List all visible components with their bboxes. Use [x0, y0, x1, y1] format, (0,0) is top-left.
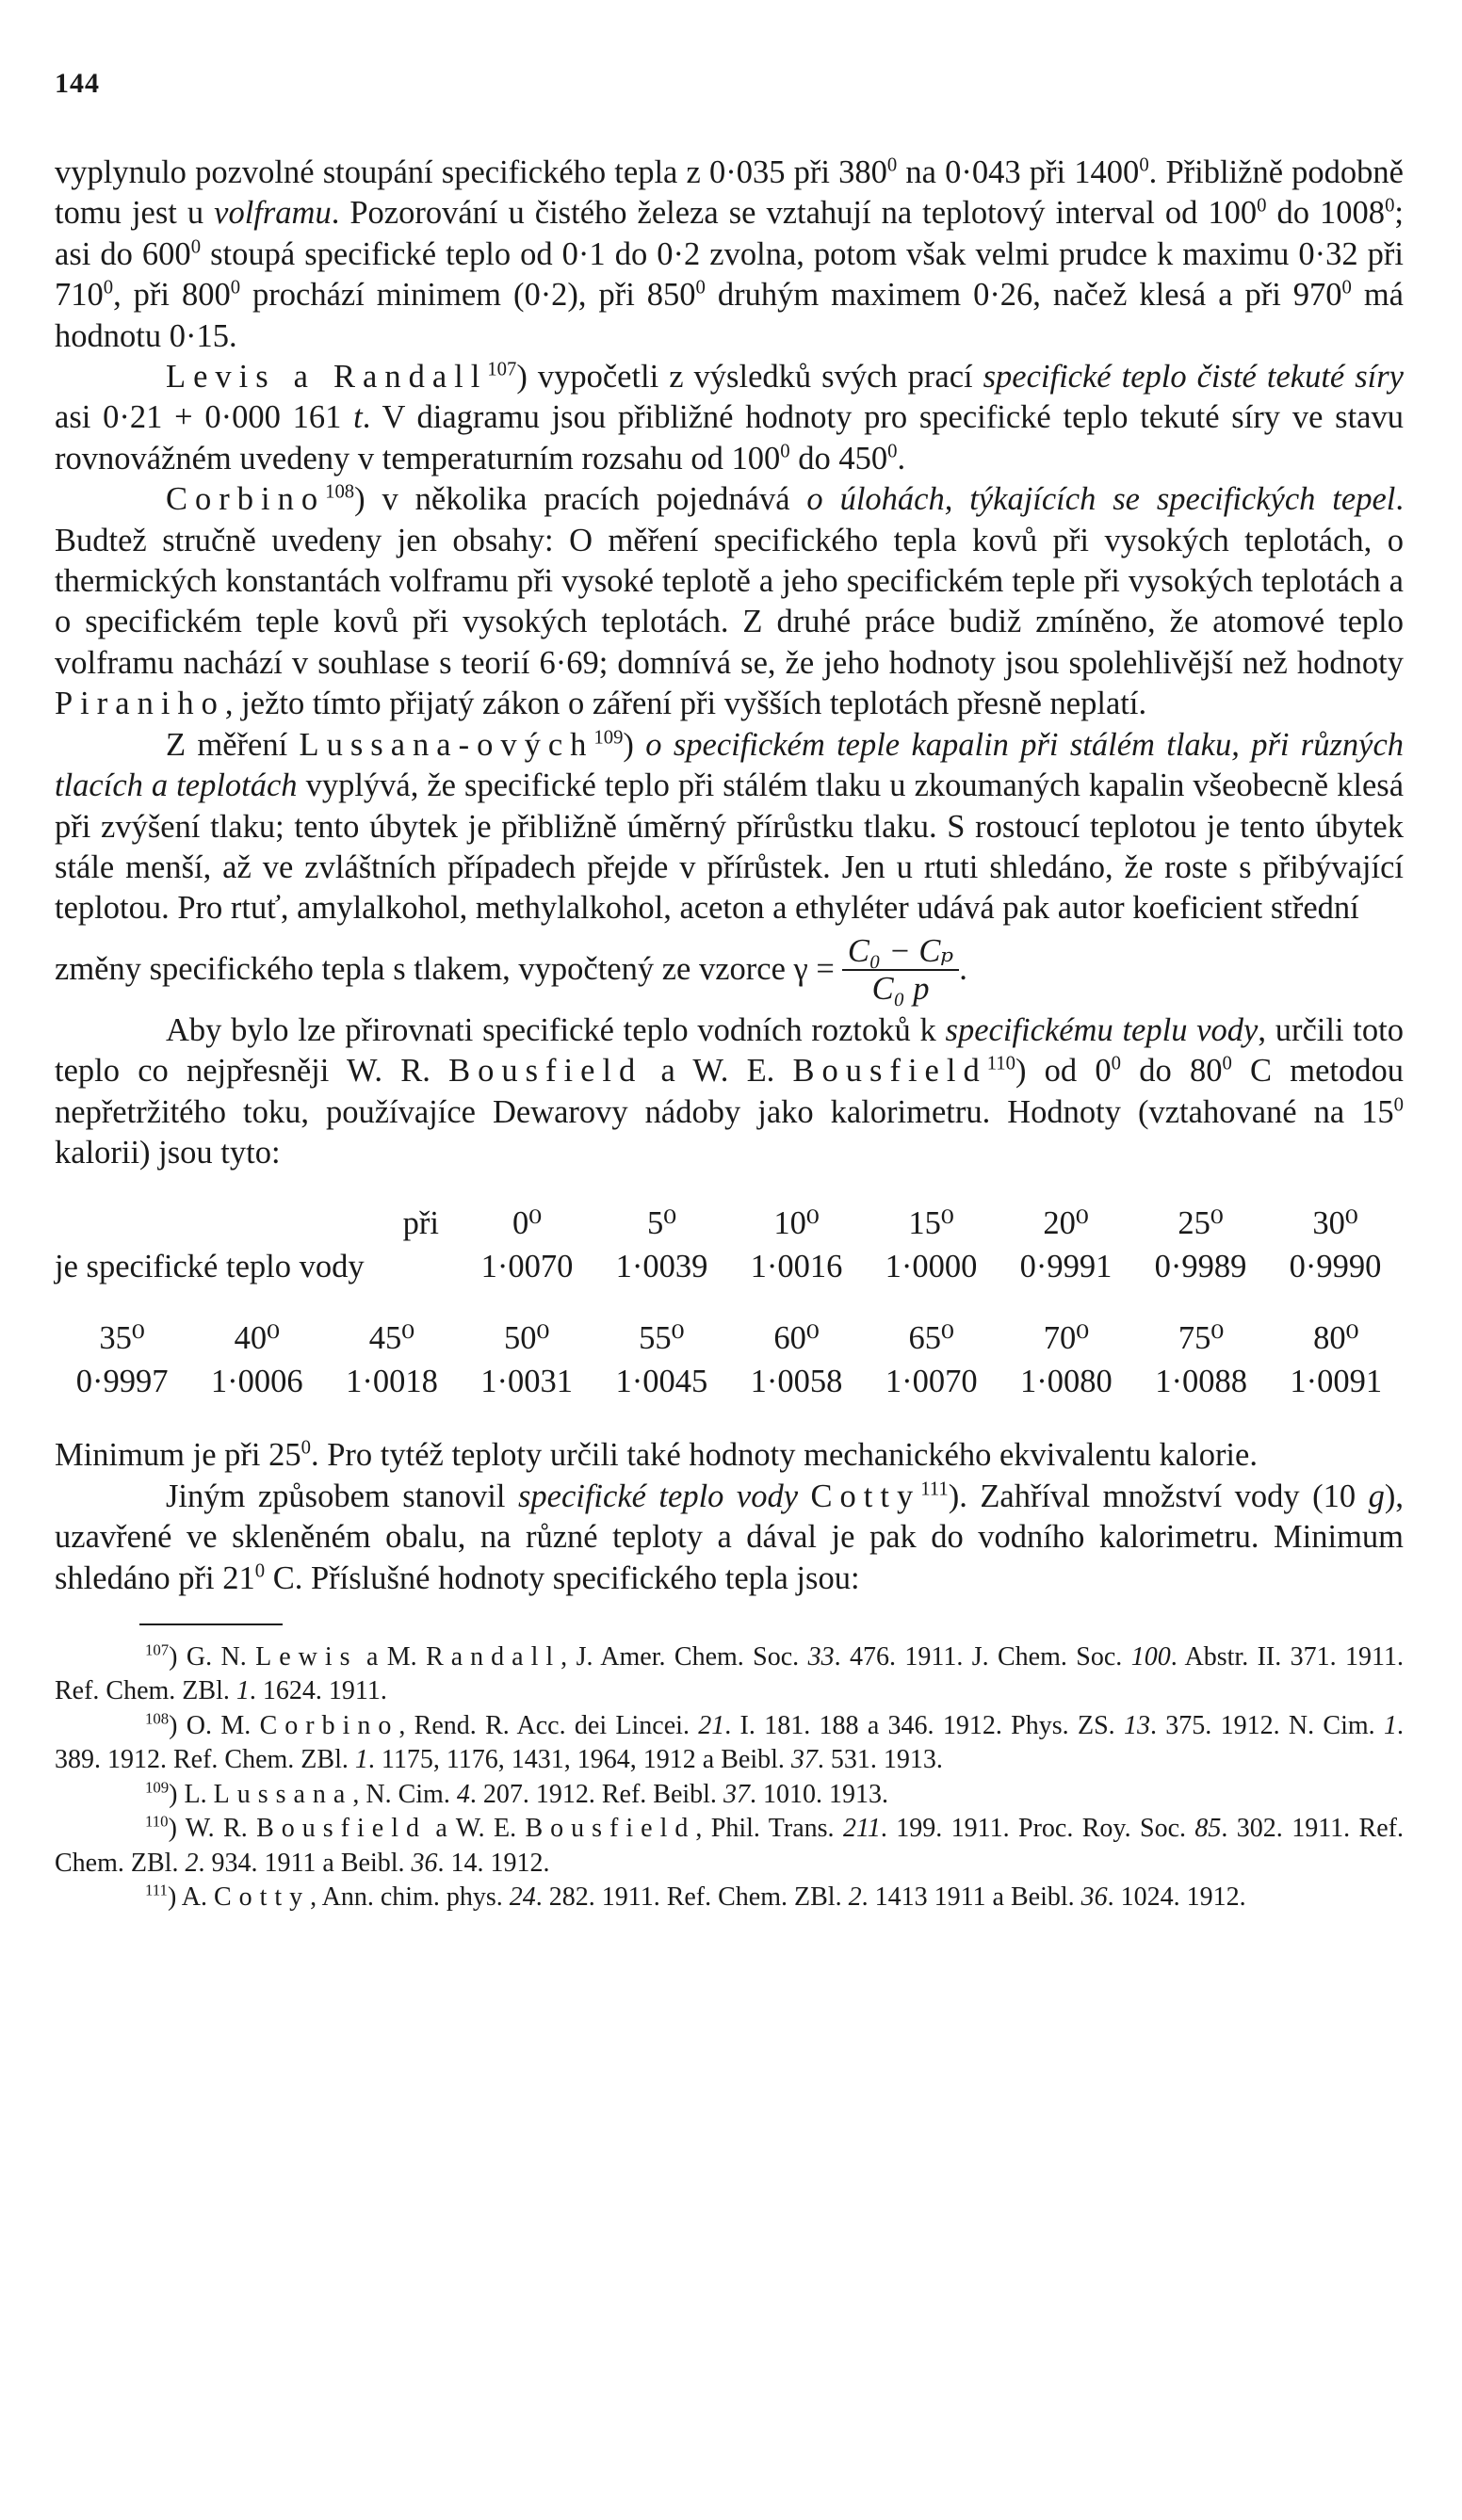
text: Minimum je při 25: [55, 1437, 301, 1474]
paragraph-iron-tungsten: [55, 153, 1404, 357]
footnote-number: 109: [145, 1778, 170, 1797]
footnote-ref: 109: [593, 727, 624, 749]
text: , Ann. chim. phys.: [310, 1882, 510, 1913]
author-name: Lussana-ových: [299, 726, 594, 763]
text: ; asi do 600: [55, 195, 1404, 272]
fraction-numerator: C₀ − Cₚ: [842, 933, 959, 971]
italic-term: o specifickém teple kapalin při stálém tlaku, při různých tlacích a teplotách: [55, 726, 1405, 804]
table-cell: 15⁰: [908, 1205, 954, 1242]
volume-number: 37: [723, 1779, 750, 1809]
table-cell: 75⁰: [1178, 1320, 1225, 1357]
text: do 1008: [1266, 195, 1386, 232]
volume-number: 1: [1383, 1710, 1397, 1740]
degree-mark: 0: [695, 277, 706, 299]
author-name: Corbino: [259, 1710, 399, 1740]
table-cell: 45⁰: [368, 1320, 415, 1357]
italic-term: volframu: [214, 195, 332, 232]
footnote-ref: 110: [986, 1053, 1015, 1074]
text: . 476. 1911. J. Chem. Soc.: [834, 1641, 1131, 1672]
degree-mark: 0: [103, 277, 114, 299]
author-name: Randall: [426, 1641, 561, 1672]
text: ), uzavřené ve skleněném obalu, na různé teploty a dával je pak do vodního kalorimetru. Minimum shledáno při 21: [55, 1478, 1405, 1596]
author-name: Cotty: [213, 1882, 311, 1913]
volume-number: 211: [842, 1814, 881, 1844]
text: a W. E.: [642, 1053, 793, 1090]
table-cell: 1·0045: [615, 1364, 708, 1400]
footnote-107: [55, 1640, 1404, 1709]
text: . V diagramu jsou přibližné hodnoty pro specifické teplo tekuté síry ve stavu rovnovážném uvedeny v temperaturním rozsahu od 100: [55, 399, 1404, 477]
table-cell: 60⁰: [773, 1320, 820, 1357]
text: . 389. 1912. Ref. Chem. ZBl.: [55, 1710, 1404, 1775]
text: C metodou nepřetržitého toku, používajíce Dewarovy nádoby jako kalorimetru. Hodnoty (vztahované na 15: [55, 1053, 1404, 1130]
text: vyplynulo pozvolné stoupání specifického tepla z 0·035 při 380: [55, 154, 887, 190]
text: kalorii) jsou tyto:: [55, 1134, 281, 1171]
degree-mark: 0: [1111, 1053, 1121, 1074]
table-cell: 1·0070: [885, 1364, 978, 1400]
text: ) od 0: [1015, 1053, 1112, 1090]
degree-mark: 0: [887, 441, 898, 462]
text: .: [959, 951, 967, 988]
paragraph-cotty: [55, 1477, 1404, 1599]
text: , při 800: [113, 277, 231, 314]
author-name: Bousfield: [256, 1814, 427, 1844]
text: . 375. 1912. N. Cim.: [1149, 1710, 1384, 1740]
text: . Abstr. II. 371. 1911. Ref. Chem. ZBl.: [55, 1641, 1404, 1706]
text: [798, 1478, 811, 1514]
volume-number: 33: [807, 1641, 835, 1672]
water-table-temperatures-2: [55, 1317, 1404, 1360]
paragraph-bousfield: [55, 1010, 1404, 1174]
author-name: Lussana: [213, 1779, 353, 1809]
table-cell: 55⁰: [639, 1320, 685, 1357]
text: do 80: [1121, 1053, 1223, 1090]
page-body: [55, 153, 1404, 1915]
table-cell: 1·0006: [210, 1364, 303, 1400]
text: . Pozorování u čistého železa se vztahují na teplotový interval od 100: [331, 195, 1258, 232]
volume-number: 1: [236, 1676, 250, 1706]
degree-mark: 0: [1393, 1094, 1404, 1116]
text: ) A.: [167, 1882, 214, 1913]
table-cell: 1·0031: [480, 1364, 574, 1400]
table-cell: 30⁰: [1312, 1205, 1358, 1242]
text: . 934. 1911 a Beibl.: [198, 1848, 412, 1878]
author-name: Levis a Randall: [166, 359, 488, 396]
footnote-ref: 108: [325, 481, 355, 503]
text: , J. Amer. Chem. Soc.: [560, 1641, 808, 1672]
table-cell: 0·9989: [1154, 1249, 1247, 1285]
text: . 282. 1911. Ref. Chem. ZBl.: [535, 1882, 849, 1913]
text: druhým maximem 0·26, načež klesá a při 970: [705, 277, 1342, 314]
volume-number: 2: [185, 1848, 199, 1878]
water-table-values-2: [55, 1360, 1404, 1403]
italic-term: specifickému teplu vody: [945, 1011, 1259, 1048]
page-number: 144: [55, 68, 100, 99]
text: , Rend. R. Acc. dei Lincei.: [398, 1710, 699, 1740]
table-cell: 5⁰: [646, 1205, 677, 1242]
degree-mark: 0: [301, 1437, 311, 1459]
table-cell: 1·0088: [1155, 1364, 1247, 1400]
volume-number: 100: [1130, 1641, 1171, 1672]
text: . 207. 1912. Ref. Beibl.: [469, 1779, 723, 1809]
water-table-temperatures-1: [55, 1202, 1404, 1245]
italic-term: o úlohách, týkajících se specifických tepel: [806, 481, 1396, 518]
text: . 1175, 1176, 1431, 1964, 1912 a Beibl.: [367, 1745, 791, 1775]
text: .: [897, 440, 906, 477]
text: . Pro tytéž teploty určili také hodnoty mechanického ekvivalentu kalorie.: [310, 1437, 1258, 1474]
fraction-denominator: C₀ p: [871, 970, 930, 1007]
text: . 199. 1911. Proc. Roy. Soc.: [880, 1814, 1195, 1844]
degree-mark: 0: [886, 154, 898, 176]
text: , N. Cim.: [352, 1779, 457, 1809]
text: prochází minimem (0·2), při 850: [240, 277, 696, 314]
volume-number: 4: [456, 1779, 470, 1809]
author-name: Lewis: [255, 1641, 358, 1672]
volume-number: 24: [509, 1882, 536, 1913]
footnote-number: 110: [145, 1813, 169, 1832]
text: na 0·043 při 1400: [897, 154, 1140, 190]
table-cell: 70⁰: [1043, 1320, 1090, 1357]
footnote-ref: 107: [487, 359, 517, 380]
degree-mark: 0: [1139, 154, 1149, 176]
text: a M.: [357, 1641, 427, 1672]
text: . 1624. 1911.: [249, 1676, 387, 1706]
author-name: Corbino: [166, 481, 326, 518]
volume-number: 36: [411, 1848, 438, 1878]
volume-number: 13: [1123, 1710, 1150, 1740]
degree-mark: 0: [230, 277, 241, 299]
footnote-ref: 111: [920, 1478, 949, 1500]
table-label: je specifické teplo vody: [55, 1249, 365, 1285]
text: ) vypočetli z výsledků svých prací: [516, 359, 983, 396]
footnote-number: 107: [145, 1640, 170, 1659]
volume-number: 2: [848, 1882, 862, 1913]
text: a W. E.: [427, 1814, 526, 1844]
text: Z měření: [166, 726, 300, 763]
table-cell: 65⁰: [908, 1320, 954, 1357]
table-cell: 1·0000: [885, 1249, 978, 1285]
text: ) O. M.: [169, 1710, 260, 1740]
text: , Phil. Trans.: [695, 1814, 843, 1844]
paragraph-lewis-randall: [55, 357, 1404, 479]
table-cell: 0⁰: [512, 1205, 543, 1242]
text: ) v několika pracích pojednává: [354, 481, 807, 518]
author-name: Bousfield: [448, 1053, 643, 1090]
text: . Přibližně podobně tomu jest u: [55, 154, 1404, 232]
degree-mark: 0: [1385, 195, 1395, 217]
formula-line: [55, 933, 1404, 1007]
author-name: Bousfield: [792, 1053, 987, 1090]
text: vyplývá, že specifické teplo při stálém tlaku u zkoumaných kapalin všeobecně klesá při zvýšení tlaku; tento úbytek je přibližně úměrný přírůstku tlaku. S rostoucí teplotou je tento úbytek stále menší, až ve zvláštních případech přejde v přírůstek. Jen u rtuti shledáno, že roste s přibývající teplotou. Pro rtuť, amylalkohol, methylalkohol, aceton a ethyléter udává pak autor koeficient střední: [55, 767, 1405, 927]
author-name: Piraniho: [55, 686, 225, 722]
water-table-values-1: [55, 1245, 1404, 1288]
text: ): [623, 726, 646, 763]
footnote-number: 108: [145, 1709, 170, 1728]
footnote-number: 111: [145, 1882, 168, 1900]
table-cell: 25⁰: [1178, 1205, 1224, 1242]
table-cell: 80⁰: [1313, 1320, 1359, 1357]
text: . 1024. 1912.: [1107, 1882, 1246, 1913]
footnote-108: [55, 1709, 1404, 1778]
text: asi 0·21 + 0·000 161: [55, 399, 354, 436]
table-label: při: [402, 1205, 439, 1242]
text: . Budtež stručně uvedeny jen obsahy: O měření specifického tepla kovů při vysokých teplotách, o thermických konstantách volframu při vysoké teplotě a jeho specifickém teple při vysokých teplotách a o specifickém teple kovů při vysokých teplotách. Z druhé práce budiž zmíněno, že atomové teplo volframu nachází v souhlase s teorií 6·69; domnívá se, že jeho hodnoty jsou spolehlivější než hodnoty: [55, 481, 1404, 681]
text: do 450: [789, 440, 888, 477]
footnote-111: [55, 1881, 1404, 1915]
degree-mark: 0: [190, 236, 202, 258]
table-cell: 40⁰: [234, 1320, 280, 1357]
table-cell: 1·0091: [1290, 1364, 1383, 1400]
volume-number: 85: [1194, 1814, 1222, 1844]
table-cell: 1·0058: [750, 1364, 843, 1400]
text: , ježto tímto přijatý zákon o záření při vyšších teplotách přesně neplatí.: [224, 686, 1147, 722]
paragraph-lussana: [55, 725, 1404, 929]
table-cell: 0·9990: [1289, 1249, 1382, 1285]
degree-mark: 0: [780, 441, 790, 462]
text: ) G. N.: [169, 1641, 256, 1672]
table-cell: 10⁰: [773, 1205, 820, 1242]
text: . 1010. 1913.: [749, 1779, 888, 1809]
italic-term: specifické teplo čisté tekuté síry: [983, 359, 1404, 396]
table-cell: 1·0070: [480, 1249, 574, 1285]
volume-number: 1: [354, 1745, 368, 1775]
table-cell: 35⁰: [99, 1320, 145, 1357]
table-cell: 0·9991: [1019, 1249, 1113, 1285]
text: Aby bylo lze přirovnati specifické teplo vodních roztoků k: [166, 1011, 946, 1048]
italic-term: g: [1368, 1478, 1385, 1514]
author-name: Bousfield: [525, 1814, 696, 1844]
footnote-110: [55, 1812, 1404, 1881]
volume-number: 37: [790, 1745, 818, 1775]
text: ). Zahříval množství vody (10: [948, 1478, 1369, 1514]
footnote-109: [55, 1778, 1404, 1813]
table-cell: 20⁰: [1043, 1205, 1089, 1242]
author-name: Cotty: [810, 1478, 921, 1514]
paragraph-minimum: [55, 1435, 1404, 1476]
text: Jiným způsobem stanovil: [166, 1478, 518, 1514]
text: změny specifického tepla s tlakem, vypočtený ze vzorce γ =: [55, 951, 835, 988]
paragraph-corbino: [55, 479, 1404, 724]
italic-term: t: [353, 399, 363, 436]
text: , určili toto teplo co nejpřesněji W. R.: [55, 1011, 1404, 1090]
text: ) W. R.: [168, 1814, 257, 1844]
text: ) L.: [169, 1779, 214, 1809]
degree-mark: 0: [1222, 1053, 1232, 1074]
text: má hodnotu 0·15.: [55, 277, 1404, 354]
text: . 14. 1912.: [437, 1848, 550, 1878]
text: C. Příslušné hodnoty specifického tepla jsou:: [265, 1559, 860, 1596]
text: . 531. 1913.: [817, 1745, 943, 1775]
table-cell: 1·0018: [346, 1364, 438, 1400]
italic-term: specifické teplo vody: [517, 1478, 799, 1514]
text: . 1413 1911 a Beibl.: [861, 1882, 1081, 1913]
table-cell: 0·9997: [75, 1364, 169, 1400]
table-cell: 1·0016: [750, 1249, 843, 1285]
text: . 302. 1911. Ref. Chem. ZBl.: [55, 1814, 1404, 1878]
volume-number: 21: [698, 1710, 725, 1740]
text: stoupá specifické teplo od 0·1 do 0·2 zvolna, potom však velmi prudce k maximu 0·32 při 710: [55, 235, 1405, 314]
table-cell: 1·0039: [615, 1249, 708, 1285]
formula-fraction: [842, 933, 959, 1007]
text: . I. 181. 188 a 346. 1912. Phys. ZS.: [724, 1710, 1124, 1740]
table-cell: 1·0080: [1020, 1364, 1113, 1400]
degree-mark: 0: [1341, 277, 1352, 299]
volume-number: 36: [1080, 1882, 1108, 1913]
degree-mark: 0: [254, 1560, 266, 1582]
degree-mark: 0: [1257, 195, 1267, 217]
table-cell: 50⁰: [503, 1320, 550, 1357]
footnote-separator: [139, 1623, 283, 1625]
